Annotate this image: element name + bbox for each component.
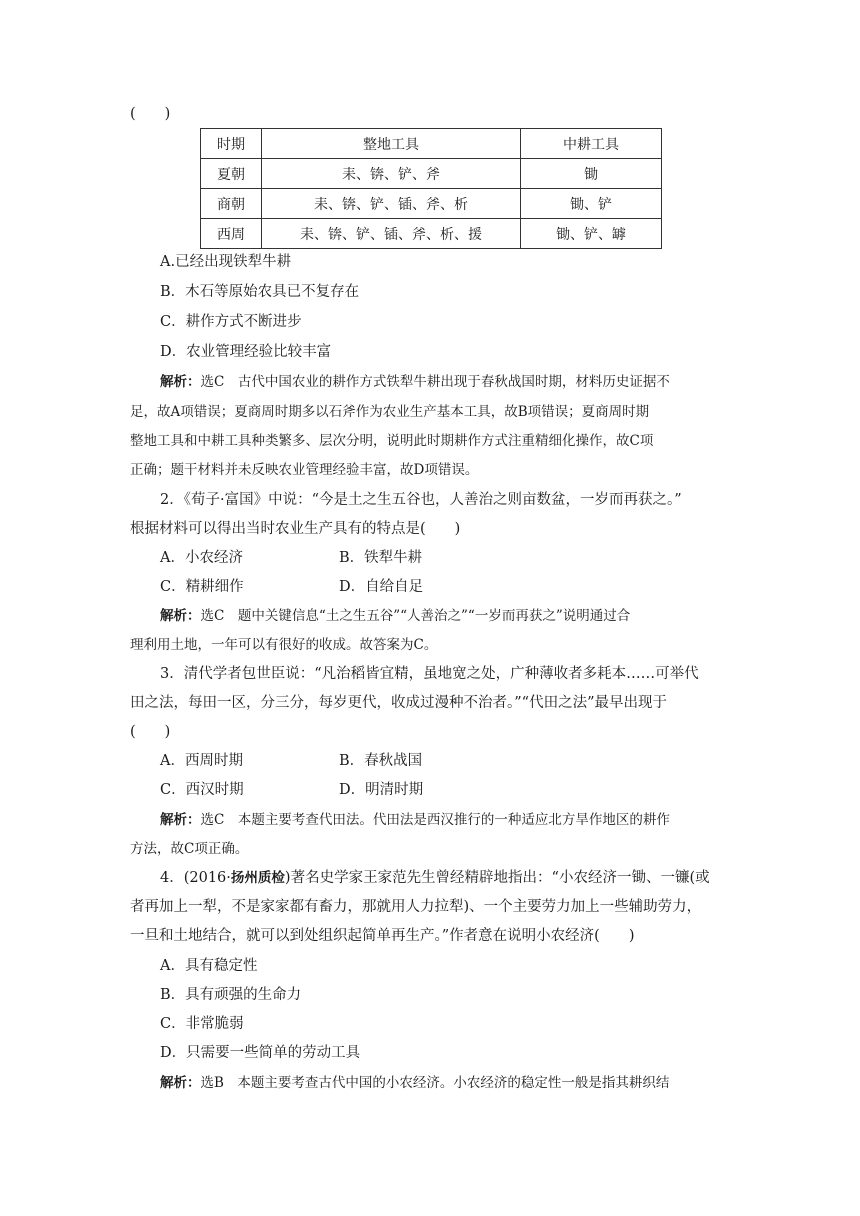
q1-option-a: A.已经出现铁犁牛耕 <box>160 254 292 270</box>
q4-option-c: C．非常脆弱 <box>160 1016 244 1032</box>
q3-analysis-line: 解析：选C 本题主要考查代田法。代田法是西汉推行的一种适应北方旱作地区的耕作 <box>160 812 670 828</box>
analysis-label: 解析： <box>160 812 201 828</box>
table-cell: 商朝 <box>201 189 262 219</box>
table-header-cell: 中耕工具 <box>521 129 662 159</box>
q3-option-a: A．西周时期 <box>160 753 243 769</box>
q2-stem-line: 2．《荀子·富国》中说：“今是土之生五谷也，人善治之则亩数盆，一岁而再获之。” <box>160 492 682 508</box>
q3-option-d: D．明清时期 <box>339 782 424 798</box>
q3-analysis-line: 方法，故C项正确。 <box>130 841 249 857</box>
table-row <box>201 159 662 189</box>
q3-stem-line: 3．清代学者包世臣说：“凡治稻皆宜精，虽地宽之处，广种薄收者多耗本……可举代 <box>160 666 699 682</box>
q2-option-b: B．铁犁牛耕 <box>339 550 423 566</box>
q2-analysis-line: 理利用土地，一年可以有很好的收成。故答案为C。 <box>130 637 438 653</box>
table-cell: 锄 <box>521 159 662 189</box>
q2-stem-line: 根据材料可以得出当时农业生产具有的特点是( ) <box>130 521 461 537</box>
q3-option-c: C．西汉时期 <box>160 782 244 798</box>
table-header-row <box>201 129 662 159</box>
q1-option-b: B．木石等原始农具已不复存在 <box>160 284 360 300</box>
q3-stem-line: ( ) <box>130 724 171 740</box>
q1-option-c: C．耕作方式不断进步 <box>160 314 302 330</box>
analysis-label: 解析： <box>160 608 201 624</box>
q1-analysis-line: 足，故A项错误；夏商周时期多以石斧作为农业生产基本工具，故B项错误；夏商周时期 <box>130 404 650 420</box>
table-header-cell: 整地工具 <box>262 129 521 159</box>
q4-option-d: D．只需要一些简单的劳动工具 <box>160 1045 361 1061</box>
table-cell: 耒、锛、铲、锸、斧、析、援 <box>262 219 521 249</box>
q1-analysis-line: 整地工具和中耕工具种类繁多、层次分明，说明此时期耕作方式注重精细化操作，故C项 <box>130 433 654 449</box>
q4-stem-line: 4．(2016·扬州质检)著名史学家王家范先生曾经精辟地指出：“小农经济一锄、一镰(或 <box>160 870 710 886</box>
analysis-label: 解析： <box>160 374 201 390</box>
tools-table <box>200 128 662 249</box>
table-cell: 西周 <box>201 219 262 249</box>
q3-stem-line: 田之法，每田一区，分三分，每岁更代，收成过漫种不治者。”“代田之法”最早出现于 <box>130 695 667 711</box>
table-cell: 锄、铲 <box>521 189 662 219</box>
q2-option-c: C．精耕细作 <box>160 579 244 595</box>
q4-source: 扬州质检 <box>230 870 285 886</box>
q2-option-a: A．小农经济 <box>160 550 243 566</box>
q4-option-b: B．具有顽强的生命力 <box>160 987 302 1003</box>
q1-analysis-line: 解析：选C 古代中国农业的耕作方式铁犁牛耕出现于春秋战国时期，材料历史证据不 <box>160 374 670 390</box>
q1-option-d: D．农业管理经验比较丰富 <box>160 344 332 360</box>
q4-stem-line: 一旦和土地结合，就可以到处组织起简单再生产。”作者意在说明小农经济( ) <box>130 928 635 944</box>
table-row <box>201 189 662 219</box>
table-row <box>201 219 662 249</box>
q1-analysis-line: 正确；题干材料并未反映农业管理经验丰富，故D项错误。 <box>130 462 479 478</box>
q2-option-d: D．自给自足 <box>339 579 424 595</box>
table-cell: 夏朝 <box>201 159 262 189</box>
q4-option-a: A．具有稳定性 <box>160 958 258 974</box>
q4-stem-line: 者再加上一犁，不是家家都有畜力，那就用人力拉犁)、一个主要劳力加上一些辅助劳力， <box>130 899 702 915</box>
analysis-label: 解析： <box>160 1075 201 1091</box>
q2-analysis-line: 解析：选C 题中关键信息“土之生五谷”“人善治之”“一岁而再获之”说明通过合 <box>160 608 631 624</box>
table-cell: 耒、锛、铲、斧 <box>262 159 521 189</box>
table-cell: 耒、锛、铲、锸、斧、析 <box>262 189 521 219</box>
q3-option-b: B．春秋战国 <box>339 753 423 769</box>
q1-stem-tail: ( ) <box>130 106 171 122</box>
table-header-cell: 时期 <box>201 129 262 159</box>
q4-analysis-line: 解析：选B 本题主要考查古代中国的小农经济。小农经济的稳定性一般是指其耕织结 <box>160 1075 670 1091</box>
table-cell: 锄、铲、罅 <box>521 219 662 249</box>
